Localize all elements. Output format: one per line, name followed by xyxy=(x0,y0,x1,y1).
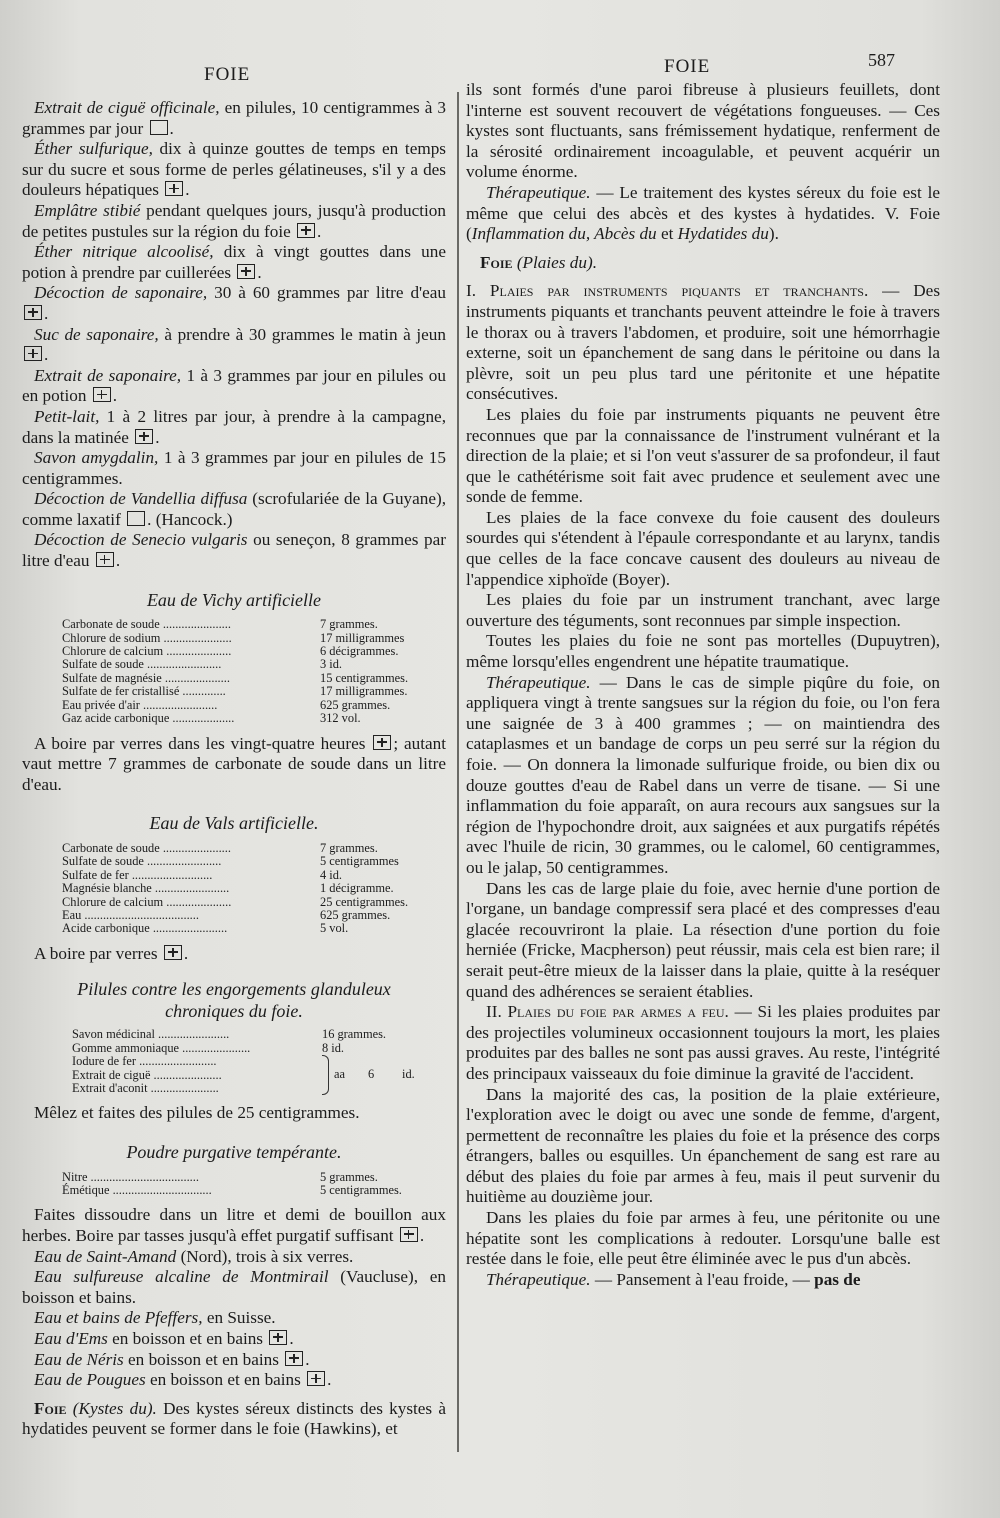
paragraph-text: — Le traitement des kystes séreux du foie est le même que celui des abcès et des kystes à hydatides. V. Foie ( xyxy=(466,182,940,244)
formula-row xyxy=(62,645,430,658)
running-head-left: FOIE xyxy=(204,64,251,85)
remedy-name: Décoction de Senecio vulgaris xyxy=(34,530,248,550)
paragraph: ils sont formés d'une paroi fibreuse à plusieurs feuillets, dont l'interne est souvent recouvert de végétations fongueuses. — Ces kystes sont fluctuants, sans frémissement hydatique, renferment de la sérosité ordinairement incoagulable, et peuvent acquérir un volume énorme. xyxy=(466,80,940,182)
formula-poudre xyxy=(62,1171,430,1198)
plus-box-icon xyxy=(285,1351,303,1366)
formula-quantity: 6 décigrammes. xyxy=(320,644,399,659)
formula-instruction: A boire par verres xyxy=(34,943,158,963)
paragraph: Dans les plaies du foie par armes à feu, une péritonite ou une hépatite sont les complications à redouter. Lorsqu'une balle est restée dans le foie, elle peut être éliminée avec le pus d'un abcès. xyxy=(466,1208,940,1269)
formula-ingredient: Acide carbonique ........................ xyxy=(62,921,228,936)
formula-ingredient: Eau ..................................... xyxy=(62,907,199,922)
plus-box-icon xyxy=(237,264,255,279)
formula-row xyxy=(62,842,430,855)
section-label: Thérapeutique. xyxy=(486,1269,591,1289)
paragraph: Dans la majorité des cas, la position de la plaie extérieure, l'exploration avec le doigt ou avec une sonde de femme, d'argent, permettent de reconnaître les plaies du foie et la présence des corps étrangers, balles ou esquilles. Un épanchement de sang est rare au début des plaies du foie par armes à feu, mais il peut survenir du huitième au douzième jour. xyxy=(466,1084,940,1207)
remedy-text: (scrofulariée de la Guyane), comme laxatif xyxy=(22,489,446,529)
formula-vichy xyxy=(62,618,430,725)
right-column xyxy=(466,80,940,1290)
formula-quantity: 312 vol. xyxy=(320,711,361,726)
formula-quantity: 1 décigramme. xyxy=(320,881,394,896)
plus-box-icon xyxy=(297,223,315,238)
formula-quantity: 5 centigrammes. xyxy=(320,1182,402,1197)
column-rule xyxy=(457,92,459,1452)
remedy-text: (Vaucluse), en boisson et bains. xyxy=(22,1267,447,1307)
formula-instruction: Faites dissoudre dans un litre et demi de bouillon aux herbes. Boire par tasses jusqu'à effet purgatif suffisant xyxy=(22,1205,446,1245)
plus-box-icon xyxy=(307,1371,325,1386)
formula-quantity: 625 grammes. xyxy=(320,697,391,712)
remedy-name: Petit-lait, xyxy=(34,406,100,426)
plus-box-icon xyxy=(24,346,42,361)
formula-ingredient: Magnésie blanche ........................ xyxy=(62,881,230,896)
remedy-text: en boisson et en bains xyxy=(145,1370,301,1390)
formula-aa: aa xyxy=(334,1067,345,1082)
article-text: Des kystes séreux distincts des kystes à hydatides peuvent se former dans le foie (Hawkins), et xyxy=(22,1398,447,1439)
paragraph-text: ). xyxy=(768,224,779,244)
formula-title-vals: Eau de Vals artificielle. xyxy=(149,813,319,834)
remedy-name: Suc de saponaire, xyxy=(34,324,159,344)
formula-ingredient: Carbonate de soude ...................... xyxy=(62,840,231,855)
formula-quantity xyxy=(322,1082,422,1095)
paragraph: Suc de saponaire, à prendre à 30 grammes le matin à jeun . xyxy=(22,325,446,366)
paragraph xyxy=(22,448,446,489)
formula-ingredient: Extrait d'aconit ...................... xyxy=(72,1080,219,1095)
formula-instruction: A boire par verres dans les vingt-quatre heures xyxy=(34,733,366,753)
paragraph: A boire par verres . xyxy=(34,943,189,963)
paragraph: Petit-lait, 1 à 2 litres par jour, à prendre à la campagne, dans la matinée . xyxy=(22,406,446,447)
remedy-text: en boisson et en bains xyxy=(123,1349,279,1369)
formula-row xyxy=(72,1028,446,1041)
remedy-text: pendant quelques jours, jusqu'à production de petites pustules sur la région du foie xyxy=(22,200,446,241)
formula-title-line: Pilules contre les engorgements glanduleux xyxy=(77,979,391,1000)
paragraph xyxy=(466,281,940,405)
formula-row xyxy=(62,712,430,725)
formula-ingredient: Extrait de ciguë ...................... xyxy=(72,1067,222,1082)
remedy-name: Eau et bains de Pfeffers, xyxy=(34,1308,203,1328)
formula-quantity: 8 id. xyxy=(322,1040,345,1055)
formula-ingredient: Iodure de fer ......................... xyxy=(72,1054,217,1069)
remedy-name: Éther sulfurique, xyxy=(34,139,153,159)
paragraph-text: et xyxy=(656,224,678,244)
paragraph: Emplâtre stibié pendant quelques jours, jusqu'à production de petites pustules sur la région du foie . xyxy=(22,200,446,241)
formula-row xyxy=(62,896,430,909)
spacer xyxy=(22,1391,446,1399)
paragraph xyxy=(22,1399,446,1440)
remedy-name: Eau de Pougues xyxy=(34,1370,146,1390)
paragraph: Faites dissoudre dans un litre et demi de bouillon aux herbes. Boire par tasses jusqu'à effet purgatif suffisant . xyxy=(22,1205,446,1245)
formula-title-vichy: Eau de Vichy artificielle xyxy=(146,589,322,610)
plus-box-icon xyxy=(400,1227,418,1242)
article-subheading: (Kystes du). xyxy=(66,1398,157,1418)
paragraph: Eau d'Ems en boisson et en bains . xyxy=(34,1328,294,1348)
paragraph xyxy=(22,734,446,796)
article-heading-word: Foie xyxy=(480,252,513,272)
remedy-text: à prendre à 30 grammes le matin à jeun xyxy=(158,324,446,344)
formula-aa-unit: id. xyxy=(402,1067,415,1082)
remedy-name: Emplâtre stibié xyxy=(34,200,141,220)
remedy-citation: . (Hancock.) xyxy=(147,509,233,529)
formula-ingredient: Chlorure de calcium ..................... xyxy=(62,644,232,659)
paragraph xyxy=(466,673,940,879)
formula-pilules xyxy=(72,1028,446,1095)
formula-quantity: 17 milligrammes. xyxy=(320,684,408,699)
formula-ingredient: Carbonate de soude ...................... xyxy=(62,617,231,632)
paragraph: Les plaies du foie par instruments piquants ne peuvent être reconnues que par la connaissance de l'instrument vulnérant et la direction de la plaie; et si l'on veut s'assurer de sa profondeur, il faut que le cathétérisme soit fait avec prudence et seulement avec une sonde de femme. xyxy=(466,404,940,507)
formula-row xyxy=(62,909,430,922)
remedy-text: 1 à 2 litres par jour, à prendre à la campagne, dans la matinée xyxy=(22,406,446,447)
formula-row xyxy=(72,1055,446,1068)
remedy-name: Eau de Saint-Amand xyxy=(34,1246,177,1266)
cross-reference: Inflammation du, Abcès du xyxy=(471,224,657,244)
formula-row xyxy=(62,672,430,685)
formula-row xyxy=(62,1171,430,1184)
brace xyxy=(322,1055,329,1095)
formula-instruction-tail: ; autant vaut mettre 7 grammes de carbonate de soude dans un litre d'eau. xyxy=(22,733,447,794)
formula-row xyxy=(72,1069,446,1082)
remedy-text: en Suisse. xyxy=(202,1308,276,1328)
formula-ingredient: Chlorure de sodium ...................... xyxy=(62,630,232,645)
spacer xyxy=(466,245,940,253)
article-heading: Foie xyxy=(34,1398,67,1418)
formula-row xyxy=(72,1082,446,1095)
formula-row xyxy=(62,618,430,631)
paragraph: Extrait de ciguë officinale, en pilules, 10 centigrammes à 3 grammes par jour . xyxy=(22,98,447,138)
paragraph: Éther nitrique alcoolisé, dix à vingt gouttes dans une potion à prendre par cuillerées . xyxy=(22,242,446,282)
remedy-name: Décoction de saponaire, xyxy=(34,283,208,303)
paragraph-text: — Dans le cas de simple piqûre du foie, on appliquera vingt à trente sangsues sur la région du foie, ou l'on fera une saignée de 3 à 400 grammes ; — on maintiendra des cataplasmes et un bandage de corps un peu serré sur la région du foie. — On donnera la limonade sulfurique froide, ou bien dix ou douze gouttes d'eau de Rabel dans un verre de tisane. — Si une inflammation du foie apparaît, on aura recours aux sangsues sur la région de l'hypochondre droit, aux saignées et aux purgatifs répétés avec l'huile de ricin, 30 grammes, ou le calomel, 60 centigrammes, ou le jalap, 50 centigrammes. xyxy=(466,672,940,877)
plus-box-icon xyxy=(135,429,153,444)
paragraph: Mêlez et faites des pilules de 25 centigrammes. xyxy=(34,1103,360,1123)
formula-ingredient: Gaz acide carbonique .................... xyxy=(62,711,235,726)
paragraph: Eau de Pougues en boisson et en bains . xyxy=(34,1370,332,1390)
formula-ingredient: Eau privée d'air ........................ xyxy=(62,697,218,712)
article-subheading: (Plaies du). xyxy=(512,252,598,272)
section-label: Thérapeutique. xyxy=(486,182,591,202)
formula-aa-qty: 6 xyxy=(368,1067,375,1082)
paragraph: Les plaies du foie par un instrument tranchant, avec large ouverture des téguments, sont reconnues par simple inspection. xyxy=(466,590,940,630)
section-heading: I. Plaies par instruments piquants et tranchants. xyxy=(466,281,869,301)
formula-row xyxy=(62,632,430,645)
paragraph: Les plaies de la face convexe du foie causent des douleurs sourdes qui s'étendent à l'épaule correspondante et au larynx, tandis que celles de la face concave causent des douleurs au niveau de l'appendice xiphoïde (Boyer). xyxy=(466,507,940,589)
formula-vals xyxy=(62,842,430,936)
running-head-right: FOIE xyxy=(664,56,711,77)
paragraph: Eau de Néris en boisson et en bains . xyxy=(34,1349,310,1369)
formula-ingredient: Chlorure de calcium ..................... xyxy=(62,894,232,909)
formula-quantity: 3 id. xyxy=(320,657,343,672)
paragraph xyxy=(466,1002,940,1084)
plus-box-icon xyxy=(373,735,391,750)
remedy-text: (Nord), trois à six verres. xyxy=(176,1246,354,1266)
plus-box-icon xyxy=(269,1330,287,1345)
plus-box-icon xyxy=(93,387,111,402)
formula-quantity: 17 milligrammes xyxy=(320,630,405,645)
remedy-text: en pilules, 10 centigrammes à 3 grammes par jour xyxy=(22,98,447,138)
paragraph-text: — Des instruments piquants et tranchants peuvent atteindre le foie à travers le thorax ou à travers l'abdomen, et produire, soit une hémorrhagie externe, soit un épanchement de sang dans le péritoine ou dans la plèvre, soit un peu plus tard une péritonite et une hépatite consécutives. xyxy=(466,281,941,404)
formula-quantity: 4 id. xyxy=(320,867,343,882)
paragraph: Dans les cas de large plaie du foie, avec hernie d'une portion de l'organe, un bandage compressif sera placé et des compresses d'eau glacée recouvriront la plaie. La résection d'une portion du foie herniée (Fricke, Macpherson) peut réussir, mais cela est bien rare; il serait peut-être mieux de la laisser dans la plaie, quitte à la reséquer quand des adhérences se seraient établies. xyxy=(466,878,940,1001)
cross-reference: Hydatides du xyxy=(677,224,769,244)
paragraph xyxy=(22,1308,446,1329)
remedy-name: Décoction de Vandellia diffusa xyxy=(34,489,248,509)
empty-box-icon xyxy=(150,120,168,135)
paragraph-text: — Si les plaies produites par des projectiles volumineux occasionnent toujours la mort, les plaies produites par des balles ne sont pas aussi graves. Au reste, l'intégrité des principaux vaisseaux du foie diminue la gravité de l'accident. xyxy=(466,1002,940,1083)
remedy-text: 30 à 60 grammes par litre d'eau xyxy=(207,283,447,303)
formula-quantity: 5 centigrammes xyxy=(320,854,399,869)
paragraph: Décoction de Senecio vulgaris ou seneçon, 8 grammes par litre d'eau . xyxy=(22,530,446,571)
spacer xyxy=(466,273,940,281)
formula-row xyxy=(72,1042,446,1055)
formula-quantity: 625 grammes. xyxy=(320,907,391,922)
formula-ingredient: Nitre ................................... xyxy=(62,1169,199,1184)
formula-quantity: 5 vol. xyxy=(320,921,349,936)
article-heading xyxy=(480,253,940,274)
page-number: 587 xyxy=(868,50,895,70)
remedy-text: en boisson et en bains xyxy=(107,1328,264,1348)
formula-quantity: 25 centigrammes. xyxy=(320,894,409,909)
paragraph xyxy=(22,489,446,530)
plus-box-icon xyxy=(164,945,182,960)
remedy-name: Extrait de ciguë officinale, xyxy=(34,98,220,117)
paragraph xyxy=(466,183,940,245)
remedy-text: ou seneçon, 8 grammes par litre d'eau xyxy=(22,530,446,571)
paragraph-text-bold: pas de xyxy=(809,1269,861,1289)
formula-ingredient: Émétique ................................ xyxy=(62,1182,212,1197)
formula-ingredient: Sulfate de fer cristallisé .............. xyxy=(62,684,226,699)
left-column xyxy=(22,98,446,1440)
paragraph: Toutes les plaies du foie ne sont pas mortelles (Dupuytren), même lorsqu'elles engendrent une hépatite traumatique. xyxy=(466,631,940,672)
formula-ingredient: Savon médicinal ....................... xyxy=(72,1027,230,1042)
formula-ingredient: Gomme ammoniaque ...................... xyxy=(72,1040,251,1055)
plus-box-icon xyxy=(24,305,42,320)
formula-row xyxy=(62,869,430,882)
section-heading: II. Plaies du foie par armes a feu. xyxy=(486,1002,729,1022)
formula-row xyxy=(62,922,430,935)
formula-ingredient: Sulfate de fer .......................... xyxy=(62,867,213,882)
formula-quantity: 5 grammes. xyxy=(320,1169,378,1184)
formula-row xyxy=(62,855,430,868)
remedy-name: Éther nitrique alcoolisé, xyxy=(34,242,214,262)
paragraph xyxy=(466,1270,940,1291)
paragraph xyxy=(22,1267,446,1308)
remedy-name: Extrait de saponaire, xyxy=(34,365,182,385)
remedy-name: Eau de Néris xyxy=(34,1349,124,1369)
paragraph: Extrait de saponaire, 1 à 3 grammes par jour en pilules ou en potion . xyxy=(22,365,446,406)
remedy-name: Eau sulfureuse alcaline de Montmirail xyxy=(34,1267,329,1287)
empty-box-icon xyxy=(127,511,145,526)
paragraph xyxy=(22,1247,446,1268)
formula-row xyxy=(62,658,430,671)
remedy-text: 1 à 3 grammes par jour en pilules de 15 centigrammes. xyxy=(22,448,446,488)
formula-title-line: chroniques du foie. xyxy=(165,1001,303,1022)
remedy-text: dix à quinze gouttes de temps en temps sur du sucre et sous forme de perles gélatineuses, s'il y a des douleurs hépatiques xyxy=(22,139,446,200)
formula-row xyxy=(62,685,430,698)
formula-row xyxy=(62,1184,430,1197)
formula-quantity: 15 centigrammes. xyxy=(320,670,409,685)
formula-title-pilules xyxy=(22,978,446,1022)
formula-ingredient: Sulfate de soude ........................ xyxy=(62,854,222,869)
paragraph: Éther sulfurique, dix à quinze gouttes de temps en temps sur du sucre et sous forme de perles gélatineuses, s'il y a des douleurs hépatiques . xyxy=(22,139,446,200)
formula-quantity: 7 grammes. xyxy=(320,840,378,855)
remedy-text: dix à vingt gouttes dans une potion à prendre par cuillerées xyxy=(22,242,446,282)
paragraph-text: — Pansement à l'eau froide, — xyxy=(590,1269,810,1289)
formula-row xyxy=(62,699,430,712)
plus-box-icon xyxy=(96,552,114,567)
formula-quantity: 7 grammes. xyxy=(320,617,378,632)
formula-row xyxy=(62,882,430,895)
formula-ingredient: Sulfate de magnésie ..................... xyxy=(62,670,230,685)
plus-box-icon xyxy=(165,181,183,196)
formula-ingredient: Sulfate de soude ........................ xyxy=(62,657,222,672)
remedy-name: Eau d'Ems xyxy=(34,1328,108,1348)
section-label: Thérapeutique. xyxy=(486,672,591,692)
remedy-text: 1 à 3 grammes par jour en pilules ou en potion xyxy=(22,365,446,406)
formula-quantity: 16 grammes. xyxy=(322,1027,387,1042)
paragraph: Décoction de saponaire, 30 à 60 grammes par litre d'eau . xyxy=(22,283,446,324)
remedy-name: Savon amygdalin, xyxy=(34,448,159,468)
formula-title-poudre: Poudre purgative tempérante. xyxy=(126,1141,342,1162)
